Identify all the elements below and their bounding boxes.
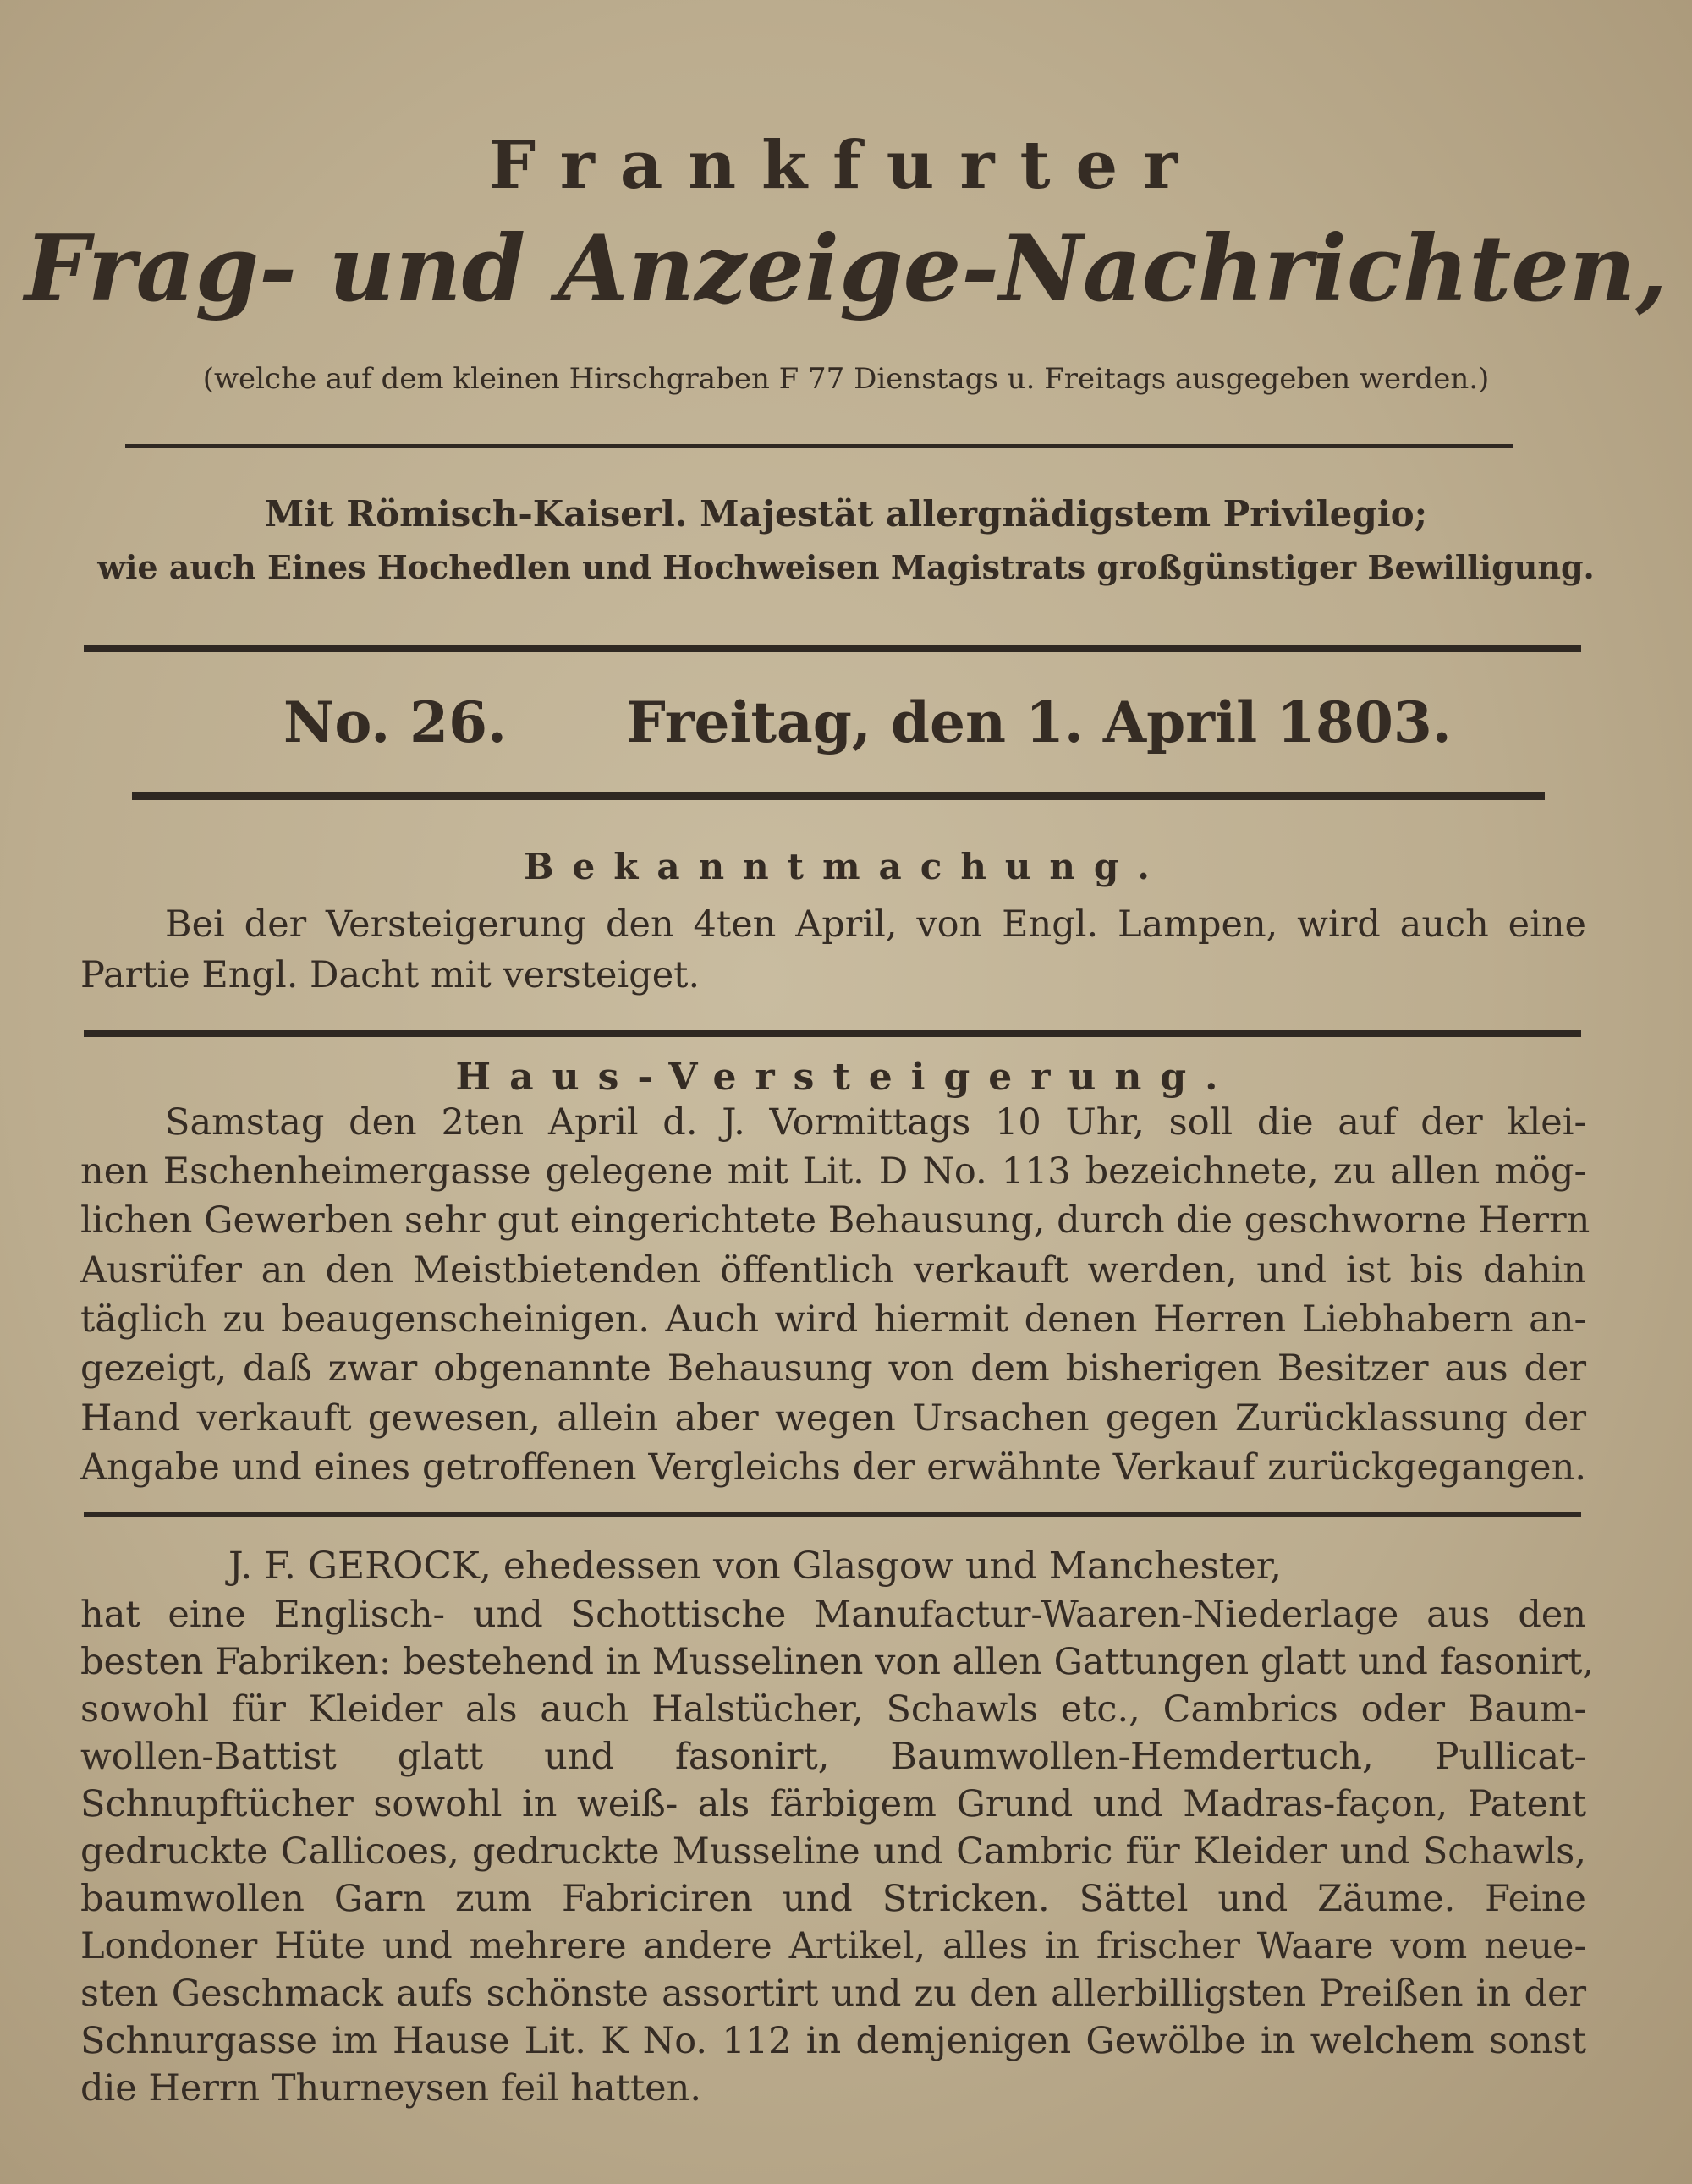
- text-line: baumwollen Garn zum Fabriciren und Stricken. Sättel und Zäume. Feine: [80, 1878, 1586, 1920]
- divider: [84, 1512, 1581, 1517]
- issue-number: No. 26.: [283, 689, 507, 755]
- text-line: Samstag den 2ten April d. J. Vormittags 10 Uhr, soll die auf der klei-: [165, 1101, 1586, 1144]
- section-heading-bekanntmachung: Bekanntmachung.: [524, 846, 1168, 887]
- text-line: lichen Gewerben sehr gut eingerichtete Behausung, durch die geschworne Herrn: [80, 1199, 1590, 1242]
- divider: [125, 444, 1513, 448]
- text-line: täglich zu beaugenscheinigen. Auch wird hiermit denen Herren Liebhabern an-: [80, 1298, 1586, 1341]
- text-line: besten Fabriken: bestehend in Musselinen von allen Gattungen glatt und fasonirt,: [80, 1641, 1595, 1683]
- section-heading-haus-versteigerung: Haus-Versteigerung.: [455, 1056, 1237, 1099]
- masthead-subtitle: (welche auf dem kleinen Hirschgraben F 77 Dienstags u. Freitags ausgegeben werden.): [202, 362, 1490, 396]
- divider: [84, 1030, 1581, 1037]
- text-line: sowohl für Kleider als auch Halstücher, Schawls etc., Cambrics oder Baum-: [80, 1688, 1586, 1731]
- text-line: sten Geschmack aufs schönste assortirt und zu den allerbilligsten Preißen in der: [80, 1973, 1586, 2015]
- text-line: wollen-Battist glatt und fasonirt, Baumwollen-Hemdertuch, Pullicat-: [80, 1736, 1586, 1778]
- text-line: Ausrüfer an den Meistbietenden öffentlich verkauft werden, und ist bis dahin: [80, 1249, 1586, 1292]
- divider: [132, 792, 1545, 800]
- masthead-title-line1: Frankfurter: [488, 127, 1204, 204]
- text-line: nen Eschenheimergasse gelegene mit Lit. D No. 113 bezeichnete, zu allen mög-: [80, 1150, 1586, 1193]
- divider: [84, 645, 1581, 652]
- text-line: die Herrn Thurneysen feil hatten.: [80, 2067, 701, 2110]
- text-line: Londoner Hüte und mehrere andere Artikel, alles in frischer Waare vom neue-: [80, 1925, 1586, 1967]
- text-line: Hand verkauft gewesen, allein aber wegen Ursachen gegen Zurücklassung der: [80, 1397, 1586, 1440]
- text-line: gezeigt, daß zwar obgenannte Behausung von dem bisherigen Besitzer aus der: [80, 1347, 1586, 1390]
- privilege-line1: Mit Römisch-Kaiserl. Majestät allergnädigstem Privilegio;: [264, 493, 1428, 535]
- text-line: Angabe und eines getroffenen Vergleichs der erwähnte Verkauf zurückgegangen.: [80, 1446, 1586, 1489]
- issue-date: Freitag, den 1. April 1803.: [626, 689, 1452, 755]
- text-line: Partie Engl. Dacht mit versteiget.: [80, 954, 700, 996]
- text-line: gedruckte Callicoes, gedruckte Musseline und Cambric für Kleider und Schawls,: [80, 1830, 1586, 1873]
- text-line: Bei der Versteigerung den 4ten April, von Engl. Lampen, wird auch eine: [165, 903, 1586, 946]
- text-line: Schnupftücher sowohl in weiß- als färbigem Grund und Madras-façon, Patent: [80, 1783, 1586, 1825]
- masthead-title-line2: Frag- und Anzeige-Nachrichten,: [24, 216, 1668, 322]
- text-line: hat eine Englisch- und Schottische Manufactur-Waaren-Niederlage aus den: [80, 1594, 1586, 1636]
- privilege-line2: wie auch Eines Hochedlen und Hochweisen Magistrats großgünstiger Bewilligung.: [97, 548, 1595, 586]
- section-heading-gerock: J. F. GEROCK, ehedessen von Glasgow und Manchester,: [228, 1545, 1282, 1588]
- text-line: Schnurgasse im Hause Lit. K No. 112 in demjenigen Gewölbe in welchem sonst: [80, 2020, 1586, 2062]
